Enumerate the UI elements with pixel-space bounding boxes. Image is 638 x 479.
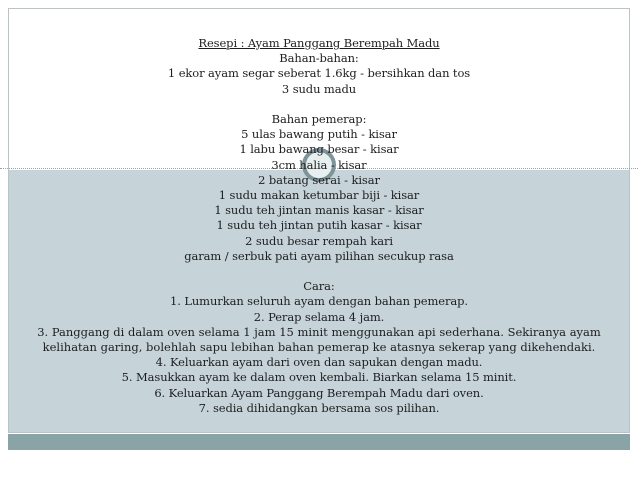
method-step: kelihatan garing, bolehlah sapu lebihan bahan pemerap ke atasnya sekerap yang dikehendaki. xyxy=(42,340,596,355)
method-step: 3. Panggang di dalam oven selama 1 jam 15 minit menggunakan api sederhana. Sekiranya ayam xyxy=(37,324,601,339)
footer-bar xyxy=(8,434,630,450)
method-step: 7. sedia dihidangkan bersama sos pilihan. xyxy=(198,400,440,415)
marinade-item: 2 sudu besar rempah kari xyxy=(245,233,393,248)
ingredient-item: 3 sudu madu xyxy=(281,81,357,96)
marinade-item: 1 sudu teh jintan manis kasar - kisar xyxy=(214,203,424,218)
marinade-heading: Bahan pemerap: xyxy=(271,112,367,126)
marinade-item: garam / serbuk pati ayam pilihan secukup rasa xyxy=(184,248,454,263)
marinade-item: 1 sudu makan ketumbar biji - kisar xyxy=(218,188,420,203)
marinade-item: 2 batang serai - kisar xyxy=(258,172,380,187)
marinade-item: 3cm halia - kisar xyxy=(271,157,367,172)
method-step: 6. Keluarkan Ayam Panggang Berempah Madu dari oven. xyxy=(154,385,484,400)
spacer xyxy=(20,97,618,112)
ingredient-item: 1 ekor ayam segar seberat 1.6kg - bersihkan dan tos xyxy=(167,66,471,81)
method-step: 2. Perap selama 4 jam. xyxy=(253,309,385,324)
method-step: 1. Lumurkan seluruh ayam dengan bahan pemerap. xyxy=(170,294,468,309)
marinade-item: 5 ulas bawang putih - kisar xyxy=(241,127,397,142)
method-heading: Cara: xyxy=(303,279,335,294)
method-step: 5. Masukkan ayam ke dalam oven kembali. Biarkan selama 15 minit. xyxy=(121,370,517,385)
method-step: 4. Keluarkan ayam dari oven dan sapukan dengan madu. xyxy=(155,355,483,370)
recipe-text-block xyxy=(20,36,618,416)
marinade-item: 1 labu bawang besar - kisar xyxy=(239,142,399,157)
recipe-title: Resepi : Ayam Panggang Berempah Madu xyxy=(198,36,440,50)
spacer xyxy=(20,264,618,279)
marinade-item: 1 sudu teh jintan putih kasar - kisar xyxy=(216,218,422,233)
ingredients-heading: Bahan-bahan: xyxy=(279,51,359,66)
